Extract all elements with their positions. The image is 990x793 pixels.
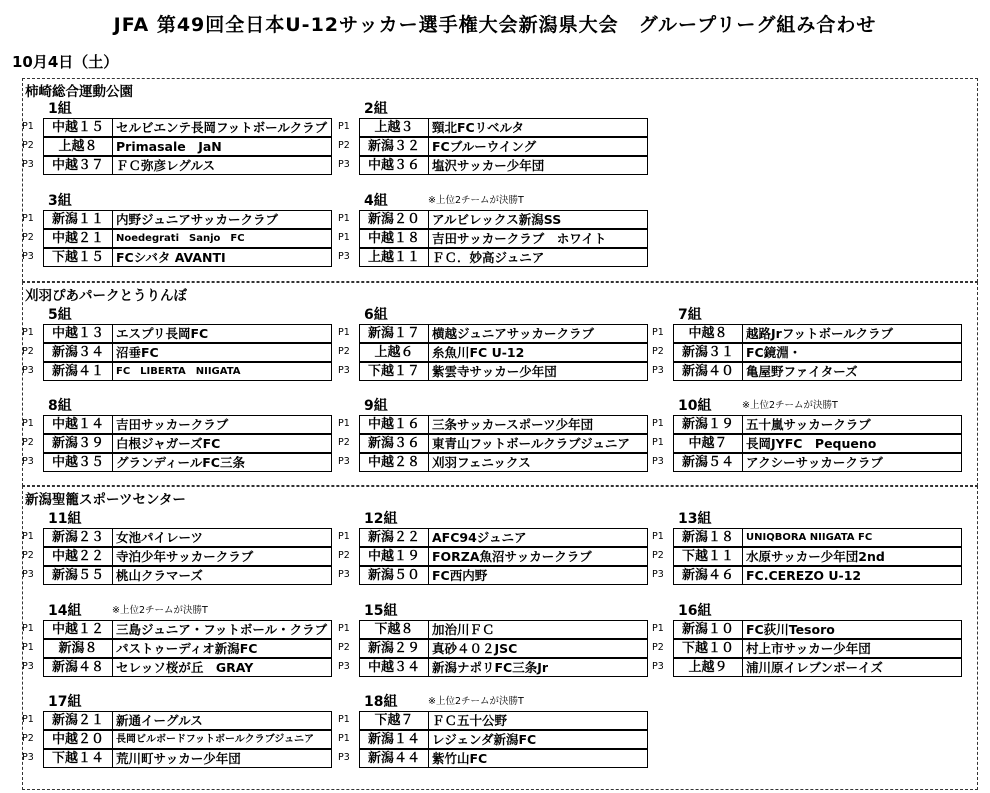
team-code: 中越１６ [359, 415, 429, 434]
team-row [22, 749, 334, 768]
group-title: 12組 [364, 511, 398, 527]
team-row [338, 229, 650, 248]
team-row [22, 730, 334, 749]
team-code: 新潟２２ [359, 528, 429, 547]
team-name: 寺泊少年サッカークラブ [112, 547, 332, 566]
team-code: 新潟５０ [359, 566, 429, 585]
team-row [338, 156, 650, 175]
pot-label: P2 [338, 140, 350, 151]
team-row [22, 566, 334, 585]
group-block [22, 190, 322, 264]
team-name: 塩沢サッカー少年団 [428, 156, 648, 175]
team-code: 中越３６ [359, 156, 429, 175]
group-title: 11組 [48, 511, 82, 527]
team-row [22, 658, 334, 677]
pot-label: P1 [338, 531, 350, 542]
team-code: 新潟５４ [673, 453, 743, 472]
pot-label: P2 [652, 642, 664, 653]
pot-label: P3 [22, 251, 34, 262]
pot-label: P2 [22, 140, 34, 151]
pot-label: P3 [652, 365, 664, 376]
team-name: 内野ジュニアサッカークラブ [112, 210, 332, 229]
team-name: AFC94ジュニア [428, 528, 648, 547]
team-code: 新潟２３ [43, 528, 113, 547]
team-code: 新潟１４ [359, 730, 429, 749]
group-block [338, 691, 638, 765]
team-code: 上越８ [43, 137, 113, 156]
pot-label: P3 [338, 569, 350, 580]
team-row [338, 248, 650, 267]
team-name: 紫雲寺サッカー少年団 [428, 362, 648, 381]
team-row [338, 324, 650, 343]
group-block [652, 395, 952, 469]
team-code: 新潟２１ [43, 711, 113, 730]
team-row [338, 434, 650, 453]
team-row [22, 528, 334, 547]
team-name: 女池パイレーツ [112, 528, 332, 547]
group-title: 8組 [48, 398, 72, 414]
group-title: 9組 [364, 398, 388, 414]
team-row [652, 453, 964, 472]
team-row [22, 547, 334, 566]
team-code: 新潟１１ [43, 210, 113, 229]
team-name: 紫竹山FC [428, 749, 648, 768]
pot-label: P1 [22, 213, 34, 224]
team-code: 新潟８ [43, 639, 113, 658]
team-row [338, 566, 650, 585]
team-code: 中越７ [673, 434, 743, 453]
team-code: 下越８ [359, 620, 429, 639]
team-row [652, 362, 964, 381]
team-row [22, 229, 334, 248]
team-row [22, 415, 334, 434]
team-name: 浦川原イレブンボーイズ [742, 658, 962, 677]
pot-label: P1 [652, 437, 664, 448]
team-code: 新潟１９ [673, 415, 743, 434]
group-title: 1組 [48, 101, 72, 117]
team-code: 上越１１ [359, 248, 429, 267]
team-code: 新潟３６ [359, 434, 429, 453]
pot-label: P1 [22, 642, 34, 653]
team-name: 長岡ビルボードフットボールクラブジュニア [112, 730, 332, 749]
pot-label: P2 [338, 346, 350, 357]
pot-label: P1 [22, 418, 34, 429]
pot-label: P2 [652, 346, 664, 357]
team-row [338, 137, 650, 156]
team-code: 新潟３９ [43, 434, 113, 453]
team-row [338, 658, 650, 677]
group-title: 3組 [48, 193, 72, 209]
venue-name: 新潟聖籠スポーツセンター [25, 492, 186, 508]
group-block [22, 98, 328, 173]
team-name: FCブルーウイング [428, 137, 648, 156]
team-name: 三条サッカースポーツ少年団 [428, 415, 648, 434]
team-code: 新潟４６ [673, 566, 743, 585]
group-block [338, 395, 638, 469]
group-block [22, 691, 322, 765]
team-row [338, 118, 650, 137]
team-name: UNIQBORA NIIGATA FC [742, 528, 962, 547]
team-code: 新潟４０ [673, 362, 743, 381]
team-row [652, 415, 964, 434]
team-code: 中越１８ [359, 229, 429, 248]
team-row [652, 547, 964, 566]
team-name: 越路Jrフットボールクラブ [742, 324, 962, 343]
pot-label: P3 [338, 159, 350, 170]
team-code: 中越１４ [43, 415, 113, 434]
venue-name: 柿崎総合運動公園 [25, 84, 133, 100]
team-name: パストゥーディオ新潟FC [112, 639, 332, 658]
team-name: 新通イーグルス [112, 711, 332, 730]
pot-label: P3 [338, 661, 350, 672]
team-name: 吉田サッカークラブ ホワイト [428, 229, 648, 248]
pot-label: P3 [22, 456, 34, 467]
group-title: 7組 [678, 307, 702, 323]
team-name: 糸魚川FC U-12 [428, 343, 648, 362]
team-row [22, 620, 334, 639]
group-note: ※上位2チームが決勝T [428, 195, 524, 206]
pot-label: P3 [652, 569, 664, 580]
group-title: 15組 [364, 603, 398, 619]
team-code: 新潟４８ [43, 658, 113, 677]
team-name: 桃山クラマーズ [112, 566, 332, 585]
team-name: 荒川町サッカー少年団 [112, 749, 332, 768]
team-name: FC西内野 [428, 566, 648, 585]
team-row [22, 324, 334, 343]
group-title: 17組 [48, 694, 82, 710]
team-code: 中越３４ [359, 658, 429, 677]
pot-label: P2 [338, 550, 350, 561]
team-code: 中越８ [673, 324, 743, 343]
pot-label: P1 [338, 232, 350, 243]
pot-label: P1 [652, 418, 664, 429]
team-code: 新潟３２ [359, 137, 429, 156]
team-name: アルビレックス新潟SS [428, 210, 648, 229]
team-row [652, 639, 964, 658]
pot-label: P2 [22, 550, 34, 561]
team-row [22, 137, 334, 156]
team-row [22, 343, 334, 362]
pot-label: P1 [652, 327, 664, 338]
pot-label: P1 [338, 623, 350, 634]
team-row [652, 343, 964, 362]
team-name: 長岡JYFC Pequeno [742, 434, 962, 453]
group-title: 18組 [364, 694, 398, 710]
pot-label: P2 [22, 733, 34, 744]
team-code: 中越２１ [43, 229, 113, 248]
team-row [338, 362, 650, 381]
group-block [22, 304, 322, 378]
team-code: 下越１５ [43, 248, 113, 267]
team-name: アクシーサッカークラブ [742, 453, 962, 472]
team-name: FC.CEREZO U-12 [742, 566, 962, 585]
group-block [338, 190, 638, 264]
team-row [338, 730, 650, 749]
group-title: 13組 [678, 511, 712, 527]
team-code: 中越１２ [43, 620, 113, 639]
team-row [652, 324, 964, 343]
group-title: 14組 [48, 603, 82, 619]
team-row [338, 547, 650, 566]
team-row [22, 639, 334, 658]
team-name: 五十嵐サッカークラブ [742, 415, 962, 434]
team-row [652, 434, 964, 453]
team-row [22, 210, 334, 229]
group-block [652, 304, 952, 378]
team-name: 刈羽フェニックス [428, 453, 648, 472]
team-code: 中越１５ [43, 118, 113, 137]
team-name: 真砂４０２JSC [428, 639, 648, 658]
pot-label: P1 [338, 327, 350, 338]
pot-label: P1 [338, 121, 350, 132]
team-code: 新潟３４ [43, 343, 113, 362]
team-row [22, 118, 334, 137]
team-name: レジェンダ新潟FC [428, 730, 648, 749]
team-name: 新潟ナポリFC三条Jr [428, 658, 648, 677]
team-row [652, 658, 964, 677]
pot-label: P2 [338, 437, 350, 448]
group-title: 6組 [364, 307, 388, 323]
team-code: 中越２８ [359, 453, 429, 472]
team-code: 新潟２０ [359, 210, 429, 229]
pot-label: P2 [652, 550, 664, 561]
pot-label: P3 [22, 365, 34, 376]
team-code: 上越９ [673, 658, 743, 677]
page-title: JFA 第49回全日本U-12サッカー選手権大会新潟県大会 グループリーグ組み合わせ [113, 14, 877, 36]
team-name: グランディールFC三条 [112, 453, 332, 472]
team-name: 横越ジュニアサッカークラブ [428, 324, 648, 343]
team-name: FC LIBERTA NIIGATA [112, 362, 332, 381]
pot-label: P1 [22, 623, 34, 634]
pot-label: P1 [338, 733, 350, 744]
group-block [338, 508, 638, 582]
pot-label: P2 [338, 642, 350, 653]
team-code: 中越３５ [43, 453, 113, 472]
pot-label: P3 [338, 365, 350, 376]
team-name: 沼垂FC [112, 343, 332, 362]
team-row [338, 639, 650, 658]
team-row [652, 620, 964, 639]
team-name: 亀屋野ファイターズ [742, 362, 962, 381]
team-name: Primasale JaN [112, 137, 332, 156]
team-row [338, 749, 650, 768]
team-row [22, 248, 334, 267]
team-row [338, 528, 650, 547]
team-code: 中越２０ [43, 730, 113, 749]
team-row [22, 453, 334, 472]
pot-label: P1 [22, 714, 34, 725]
pot-label: P2 [22, 232, 34, 243]
group-block [338, 98, 638, 172]
team-code: 中越３７ [43, 156, 113, 175]
team-code: 新潟４１ [43, 362, 113, 381]
team-row [338, 711, 650, 730]
team-name: 白根ジャガーズFC [112, 434, 332, 453]
pot-label: P3 [652, 661, 664, 672]
team-row [22, 362, 334, 381]
team-name: 加治川ＦＣ [428, 620, 648, 639]
pot-label: P1 [338, 714, 350, 725]
group-title: 10組 [678, 398, 712, 414]
team-row [652, 528, 964, 547]
group-block [652, 600, 952, 674]
group-block [22, 600, 328, 675]
team-row [338, 453, 650, 472]
group-block [338, 600, 638, 674]
team-name: 吉田サッカークラブ [112, 415, 332, 434]
team-row [338, 343, 650, 362]
team-name: 村上市サッカー少年団 [742, 639, 962, 658]
team-name: セルビエンテ長岡フットボールクラブ [112, 118, 332, 137]
team-row [652, 566, 964, 585]
team-code: 新潟２９ [359, 639, 429, 658]
team-name: FORZA魚沼サッカークラブ [428, 547, 648, 566]
team-name: Noedegrati Sanjo FC [112, 229, 332, 248]
team-name: 頸北FCリベルタ [428, 118, 648, 137]
pot-label: P2 [22, 437, 34, 448]
team-row [338, 415, 650, 434]
team-name: FC鏡淵・ [742, 343, 962, 362]
team-code: 中越１９ [359, 547, 429, 566]
team-row [338, 210, 650, 229]
team-name: 水原サッカー少年団2nd [742, 547, 962, 566]
team-name: ＦＣ弥彦レグルス [112, 156, 332, 175]
group-title: 16組 [678, 603, 712, 619]
team-code: 新潟３１ [673, 343, 743, 362]
group-title: 5組 [48, 307, 72, 323]
group-note: ※上位2チームが決勝T [742, 400, 838, 411]
pot-label: P1 [652, 623, 664, 634]
team-name: セレッソ桜が丘 GRAY [112, 658, 332, 677]
pot-label: P1 [338, 213, 350, 224]
team-row [338, 620, 650, 639]
pot-label: P1 [22, 121, 34, 132]
pot-label: P3 [338, 752, 350, 763]
group-title: 4組 [364, 193, 388, 209]
pot-label: P3 [22, 159, 34, 170]
group-block [22, 395, 322, 469]
team-row [22, 156, 334, 175]
pot-label: P3 [22, 661, 34, 672]
pot-label: P3 [22, 569, 34, 580]
group-block [22, 508, 322, 582]
team-row [22, 434, 334, 453]
pot-label: P3 [652, 456, 664, 467]
team-row [22, 711, 334, 730]
pot-label: P3 [338, 251, 350, 262]
team-code: 下越１０ [673, 639, 743, 658]
team-code: 新潟４４ [359, 749, 429, 768]
group-title: 2組 [364, 101, 388, 117]
pot-label: P1 [22, 327, 34, 338]
team-code: 下越１４ [43, 749, 113, 768]
team-code: 下越７ [359, 711, 429, 730]
team-code: 新潟５５ [43, 566, 113, 585]
team-code: 下越１１ [673, 547, 743, 566]
team-code: 上越３ [359, 118, 429, 137]
group-note: ※上位2チームが決勝T [112, 605, 208, 616]
team-code: 上越６ [359, 343, 429, 362]
team-code: 下越１７ [359, 362, 429, 381]
pot-label: P1 [652, 531, 664, 542]
team-code: 中越１３ [43, 324, 113, 343]
pot-label: P3 [22, 752, 34, 763]
group-block [338, 304, 638, 378]
group-block [652, 508, 952, 582]
group-note: ※上位2チームが決勝T [428, 696, 524, 707]
pot-label: P2 [22, 346, 34, 357]
team-code: 新潟１７ [359, 324, 429, 343]
team-name: 東青山フットボールクラブジュニア [428, 434, 648, 453]
team-code: 中越２２ [43, 547, 113, 566]
team-code: 新潟１０ [673, 620, 743, 639]
match-date: 10月4日（土） [12, 53, 119, 71]
venue-name: 刈羽ぴあパークとうりんぼ [25, 288, 187, 304]
team-name: 三島ジュニア・フットボール・クラブ [112, 620, 332, 639]
pot-label: P3 [338, 456, 350, 467]
pot-label: P1 [22, 531, 34, 542]
pot-label: P1 [338, 418, 350, 429]
team-name: エスプリ長岡FC [112, 324, 332, 343]
team-code: 新潟１８ [673, 528, 743, 547]
team-name: ＦＣ五十公野 [428, 711, 648, 730]
team-name: ＦＣ．妙高ジュニア [428, 248, 648, 267]
team-name: FC荻川Tesoro [742, 620, 962, 639]
team-name: FCシバタ AVANTI [112, 248, 332, 267]
